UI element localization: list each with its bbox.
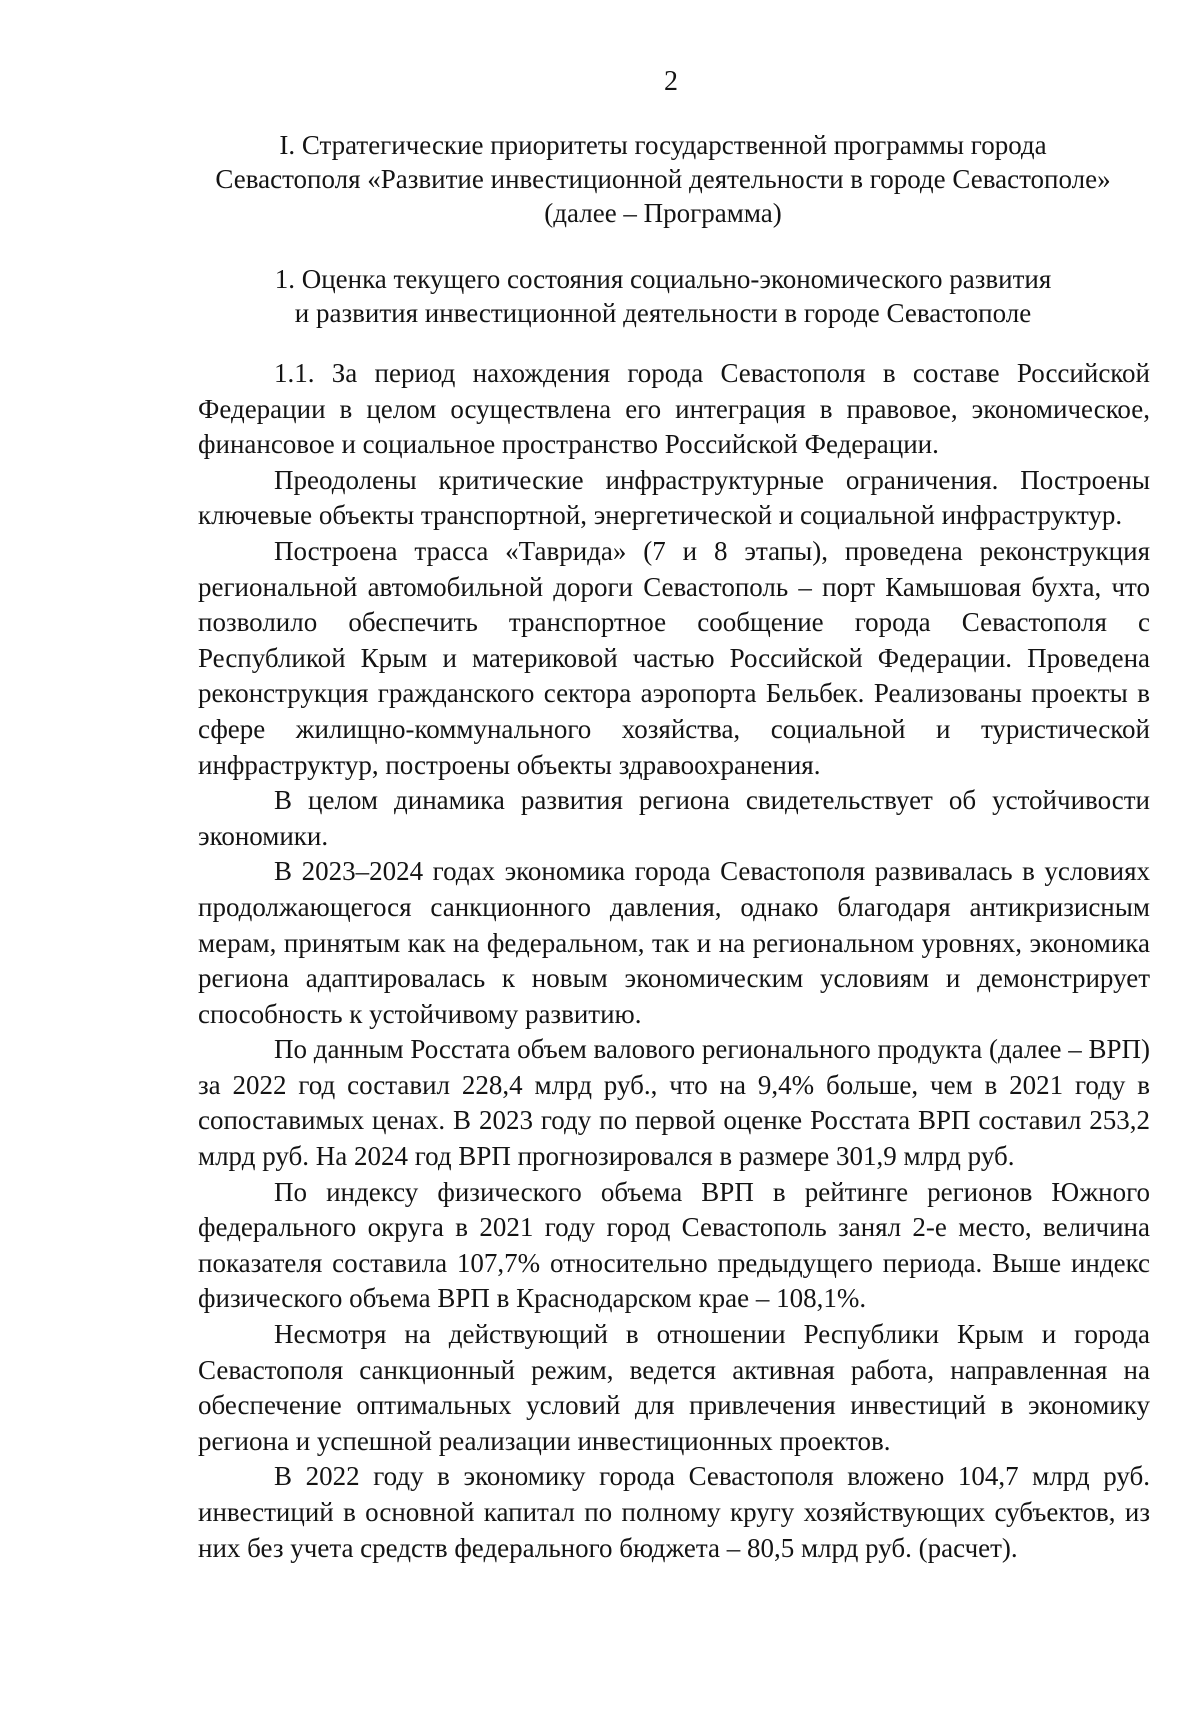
section-heading-line: Севастополя «Развитие инвестиционной деятельности в городе Севастополе» [215,164,1111,194]
subsection-heading-line: 1. Оценка текущего состояния социально-экономического развития [274,264,1052,294]
paragraph-sanctions: В 2023–2024 годах экономика города Севастополя развивалась в условиях продолжающегося санкционного давления, однако благодаря антикризисным мерам, принятым как на федеральном, так и на региональном уровнях, экономика региона адаптировалась к новым экономическим условиям и демонстрирует способность к устойчивому развитию. [198,856,1150,1029]
paragraph-rating: По индексу физического объема ВРП в рейтинге регионов Южного федерального округа в 2021 году город Севастополь занял 2-е место, величина показателя составила 107,7% относительно предыдущего периода. Выше индекс физического объема ВРП в Краснодарском крае – 108,1%. [198,1176,1150,1314]
paragraph-tavrida: Построена трасса «Таврида» (7 и 8 этапы), проведена реконструкция региональной автомобильной дороги Севастополь – порт Камышовая бухта, что позволило обеспечить транспортное сообщение города Севастополя с Республикой Крым и материковой частью Российской Федерации. Проведена реконструкция гражданского сектора аэропорта Бельбек. Реализованы проекты в сфере жилищно-коммунального хозяйства, социальной и туристической инфраструктур, построены объекты здравоохранения. [198,535,1150,780]
section-heading-line: I. Стратегические приоритеты государственной программы города [279,130,1047,160]
subsection-heading [198,262,1128,330]
paragraph-integration: 1.1. За период нахождения города Севастополя в составе Российской Федерации в целом осуществлена его интеграция в правовое, экономическое, финансовое и социальное пространство Российской Федерации. [198,358,1150,460]
paragraph-dynamics: В целом динамика развития региона свидетельствует об устойчивости экономики. [198,785,1150,851]
paragraph-infrastructure: Преодолены критические инфраструктурные ограничения. Построены ключевые объекты транспортной, энергетической и социальной инфраструктур. [198,464,1150,531]
subsection-heading-line: и развития инвестиционной деятельности в городе Севастополе [294,298,1032,328]
section-heading [198,128,1128,230]
paragraph-grp: По данным Росстата объем валового регионального продукта (далее – ВРП) за 2022 год составил 228,4 млрд руб., что на 9,4% больше, чем в 2021 году в сопоставимых ценах. В 2023 году по первой оценке Росстата ВРП составил 253,2 млрд руб. На 2024 год ВРП прогнозировался в размере 301,9 млрд руб. [198,1034,1150,1172]
body-text [198,356,1150,1566]
page-number: 2 [664,66,678,97]
section-heading-line: (далее – Программа) [544,198,782,228]
paragraph-investment-work: Несмотря на действующий в отношении Республики Крым и города Севастополя санкционный режим, ведется активная работа, направленная на обеспечение оптимальных условий для привлечения инвестиций в экономику региона и успешной реализации инвестиционных проектов. [198,1319,1150,1456]
paragraph-investment-2022: В 2022 году в экономику города Севастополя вложено 104,7 млрд руб. инвестиций в основной капитал по полному кругу хозяйствующих субъектов, из них без учета средств федерального бюджета – 80,5 млрд руб. (расчет). [198,1461,1150,1563]
